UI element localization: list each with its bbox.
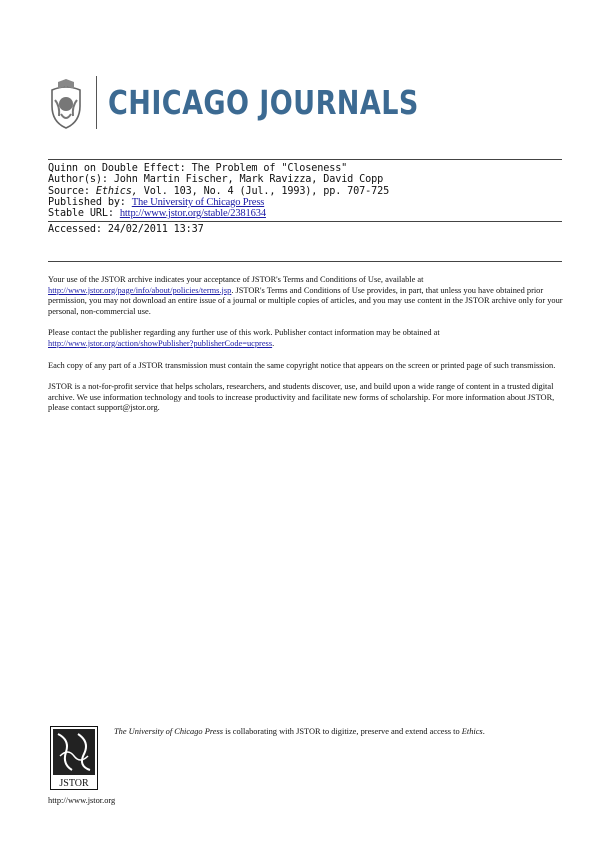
authors-line — [48, 174, 562, 185]
accessed-date: 24/02/2011 13:37 — [107, 224, 204, 236]
authors-label: Author(s): — [48, 174, 108, 186]
contact-period: . — [272, 338, 275, 348]
published-label: Published by: — [48, 196, 126, 208]
stable-url-line — [48, 208, 562, 219]
collaboration-note — [114, 727, 574, 736]
collab-text: is collaborating with JSTOR to digitize, preserve and extend access to — [223, 727, 462, 736]
jstor-url[interactable]: http://www.jstor.org — [48, 796, 116, 805]
publisher-contact-paragraph — [48, 328, 568, 349]
terms-text — [48, 275, 568, 425]
contact-intro: Please contact the publisher regarding any further use of this work. Publisher contact information may be obtained at — [48, 328, 440, 338]
collab-period: . — [482, 727, 485, 736]
source-line — [48, 186, 562, 197]
terms-rest: . JSTOR's Terms and Conditions of Use provides, in part, that unless you have obtained prior permission, you may not download an entire issue of a journal or multiple copies of articles, and you may use content in the JSTOR archive only for your personal, non-commercial use. — [48, 285, 563, 316]
stable-url-label: Stable URL: — [48, 208, 114, 220]
publisher-line — [48, 197, 562, 208]
jstor-about-paragraph: JSTOR is a not-for-profit service that helps scholars, researchers, and students discover, use, and build upon a wide range of content in a trusted digital archive. We use information technology and tools to increase productivity and facilitate new forms of scholarship. For more information about JSTOR, please contact support@jstor.org. — [48, 382, 555, 413]
jstor-logo-icon — [50, 726, 98, 790]
publisher-contact-link[interactable]: http://www.jstor.org/action/showPublisher?publisherCode=ucpress — [48, 338, 273, 348]
terms-intro: Your use of the JSTOR archive indicates your acceptance of JSTOR's Terms and Conditions of Use, available at — [48, 275, 424, 284]
journal-name: Ethics — [461, 727, 483, 736]
middle-rule — [48, 261, 562, 262]
source-label: Source: — [48, 185, 90, 197]
copyright-paragraph: Each copy of any part of a JSTOR transmission must contain the same copyright notice that appears on the screen or printed page of such transmission. — [48, 360, 556, 370]
stable-url-link[interactable]: http://www.jstor.org/stable/2381634 — [119, 208, 266, 220]
authors: John Martin Fischer, Mark Ravizza, David Copp — [113, 174, 384, 186]
article-title: Quinn on Double Effect: The Problem of "Closeness" — [48, 163, 348, 174]
university-seal-icon — [48, 76, 84, 130]
jstor-logo-text: JSTOR — [59, 778, 89, 789]
accessed-label: Accessed: — [48, 224, 102, 236]
accessed-line — [48, 224, 562, 235]
logo-text: CHICAGO JOURNALS — [108, 83, 419, 122]
publisher-link[interactable]: The University of Chicago Press — [131, 196, 265, 208]
terms-paragraph — [48, 275, 568, 317]
chicago-journals-logo — [48, 76, 419, 132]
source-journal: Ethics, — [95, 185, 138, 197]
terms-link[interactable]: http://www.jstor.org/page/info/about/policies/terms.jsp — [48, 285, 232, 295]
citation-block — [48, 163, 562, 236]
top-rule — [48, 159, 562, 160]
source-details: Vol. 103, No. 4 (Jul., 1993), pp. 707-725 — [143, 185, 390, 197]
logo-divider — [96, 76, 97, 129]
press-name: The University of Chicago Press — [114, 727, 224, 736]
accessed-rule — [48, 221, 562, 222]
